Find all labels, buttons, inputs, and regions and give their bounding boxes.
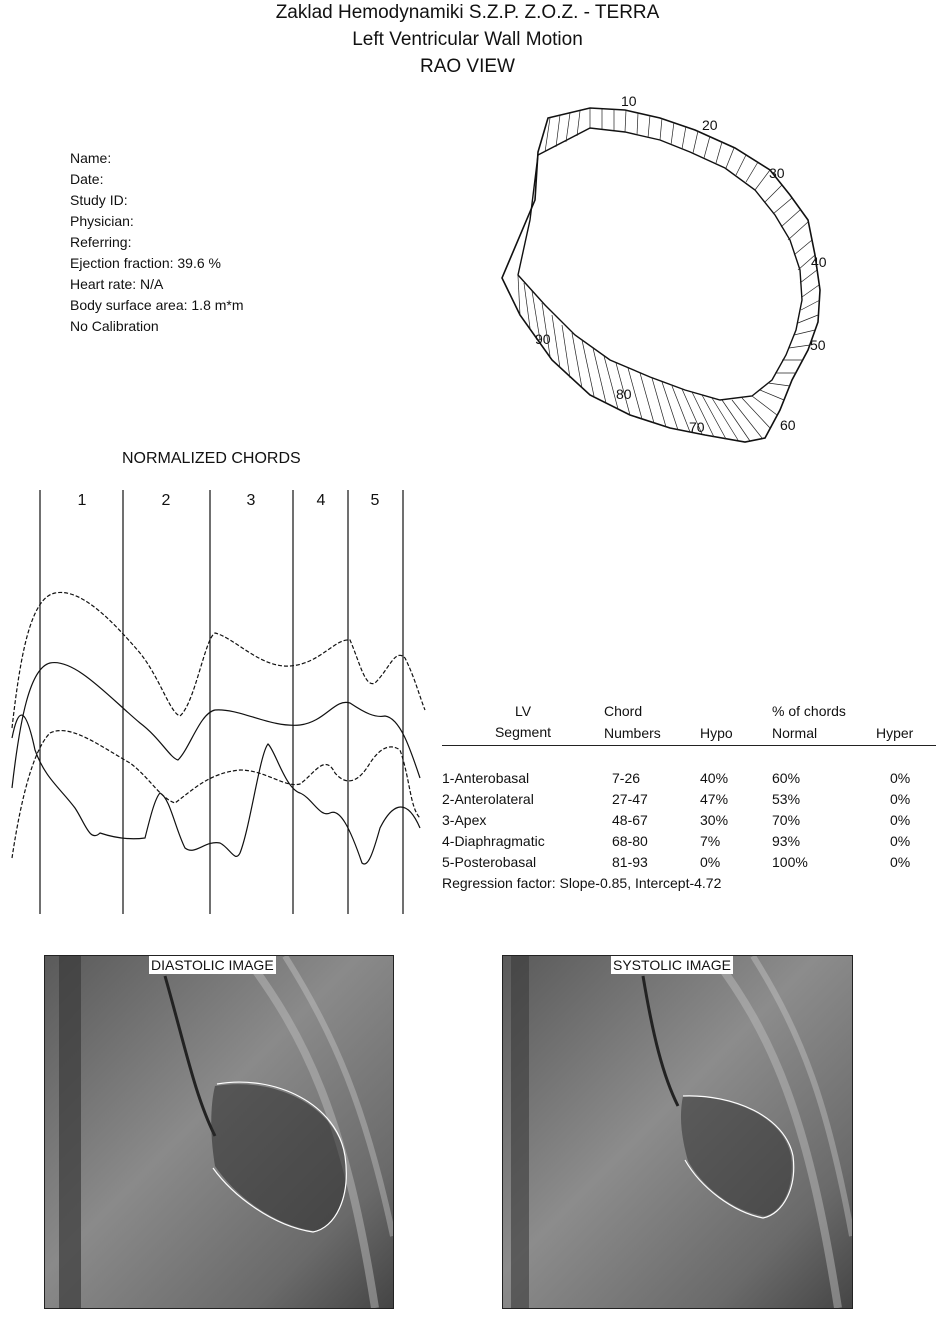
report-title: Zaklad Hemodynamiki S.Z.P. Z.O.Z. - TERRA [275, 2, 660, 23]
table-row: 5-Posterobasal 81-93 0% 100% 0% [442, 853, 911, 870]
study-id-label: Study ID: [70, 192, 128, 208]
segment-label-3: 3 [246, 492, 256, 509]
chord-upper-limit-curve [12, 592, 425, 728]
report-subtitle: Left Ventricular Wall Motion [352, 29, 583, 50]
chord-number-40: 40 [811, 254, 827, 270]
chord-patient-curve [12, 715, 420, 864]
heart-rate: Heart rate: N/A [70, 276, 164, 292]
chord-mean-curve [12, 663, 420, 788]
lv-outline-diagram [490, 90, 850, 450]
referring-label: Referring: [70, 234, 132, 250]
ejection-fraction: Ejection fraction: 39.6 % [70, 255, 221, 271]
systolic-angiogram [503, 956, 852, 1308]
diastolic-image-label: DIASTOLIC IMAGE [151, 957, 274, 973]
chord-number-60: 60 [780, 417, 796, 433]
diastolic-angiogram [45, 956, 393, 1308]
systolic-image-label: SYSTOLIC IMAGE [613, 957, 731, 973]
header-numbers: Numbers [604, 725, 661, 741]
date-label: Date: [70, 171, 104, 187]
segment-stats-table [442, 700, 936, 893]
diastolic-image-panel [44, 955, 394, 1309]
header-lv: LV [514, 702, 532, 719]
chord-number-20: 20 [702, 117, 718, 133]
chord-number-90: 90 [535, 331, 551, 347]
header-pct-of-chords: % of chords [772, 702, 846, 719]
chord-number-50: 50 [810, 337, 826, 353]
header-chord: Chord [604, 702, 643, 719]
regression-factor: Regression factor: Slope-0.85, Intercept-4.72 [442, 874, 722, 891]
diastolic-outline [502, 108, 820, 442]
chord-number-10: 10 [621, 93, 637, 109]
header-normal: Normal [772, 725, 818, 741]
calibration-status: No Calibration [70, 318, 159, 334]
chord-hatching [518, 108, 820, 441]
name-label: Name: [70, 150, 112, 166]
table-row: 1-Anterobasal 7-26 40% 60% 0% [442, 769, 911, 786]
systolic-image-panel [502, 955, 853, 1309]
physician-label: Physician: [70, 213, 134, 229]
segment-label-2: 2 [161, 492, 171, 509]
chord-number-70: 70 [689, 419, 705, 435]
systolic-outline [518, 128, 802, 400]
segment-label-1: 1 [77, 492, 87, 509]
segment-label-4: 4 [316, 492, 326, 509]
patient-info [70, 148, 244, 337]
normalized-chords-title: NORMALIZED CHORDS [122, 450, 301, 467]
header-hyper: Hyper [876, 725, 914, 741]
table-row: 3-Apex 48-67 30% 70% 0% [442, 811, 911, 828]
chord-lower-limit-curve [12, 731, 420, 858]
body-surface-area: Body surface area: 1.8 m*m [70, 297, 244, 313]
header-segment: Segment [494, 723, 552, 740]
chord-number-80: 80 [616, 386, 632, 402]
normalized-chords-plot [0, 488, 440, 918]
table-row: 2-Anterolateral 27-47 47% 53% 0% [442, 790, 911, 807]
segment-label-5: 5 [370, 492, 380, 509]
view-label: RAO VIEW [419, 56, 515, 77]
chord-number-30: 30 [769, 165, 785, 181]
table-row: 4-Diaphragmatic 68-80 7% 93% 0% [442, 832, 911, 849]
header-hypo: Hypo [700, 725, 733, 741]
